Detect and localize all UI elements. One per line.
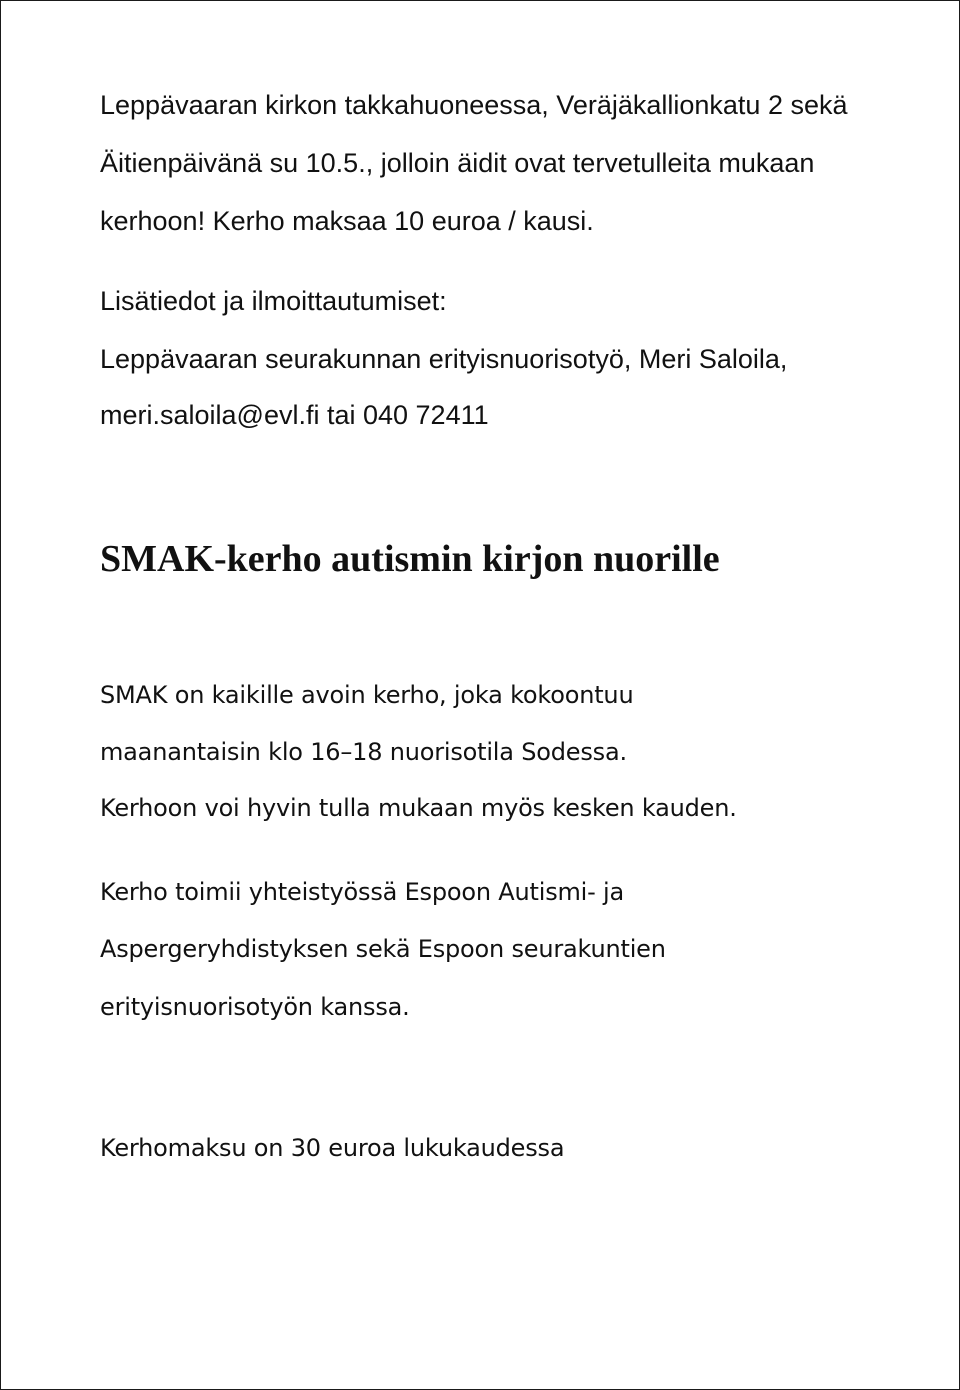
section-heading: SMAK-kerho autismin kirjon nuorille [100,538,720,580]
text-line: Äitienpäivänä su 10.5., jolloin äidit ovat tervetulleita mukaan [100,148,815,178]
text-line: maanantaisin klo 16–18 nuorisotila Sodessa. [100,738,627,766]
text-line: Kerho toimii yhteistyössä Espoon Autismi- ja [100,878,625,906]
text-line: kerhoon! Kerho maksaa 10 euroa / kausi. [100,206,594,236]
text-line: Leppävaaran kirkon takkahuoneessa, Veräjäkallionkatu 2 sekä [100,90,848,120]
contact-line: meri.saloila@evl.fi tai 040 72411 [100,400,489,430]
text-line: Kerhoon voi hyvin tulla mukaan myös kesken kauden. [100,794,737,822]
text-line: Lisätiedot ja ilmoittautumiset: [100,286,447,316]
text-line: SMAK on kaikille avoin kerho, joka kokoontuu [100,681,634,709]
text-line: Leppävaaran seurakunnan erityisnuorisotyö, Meri Saloila, [100,344,788,374]
text-line: Aspergeryhdistyksen sekä Espoon seurakuntien [100,935,666,963]
text-line: erityisnuorisotyön kanssa. [100,993,410,1021]
fee-line: Kerhomaksu on 30 euroa lukukaudessa [100,1134,565,1162]
